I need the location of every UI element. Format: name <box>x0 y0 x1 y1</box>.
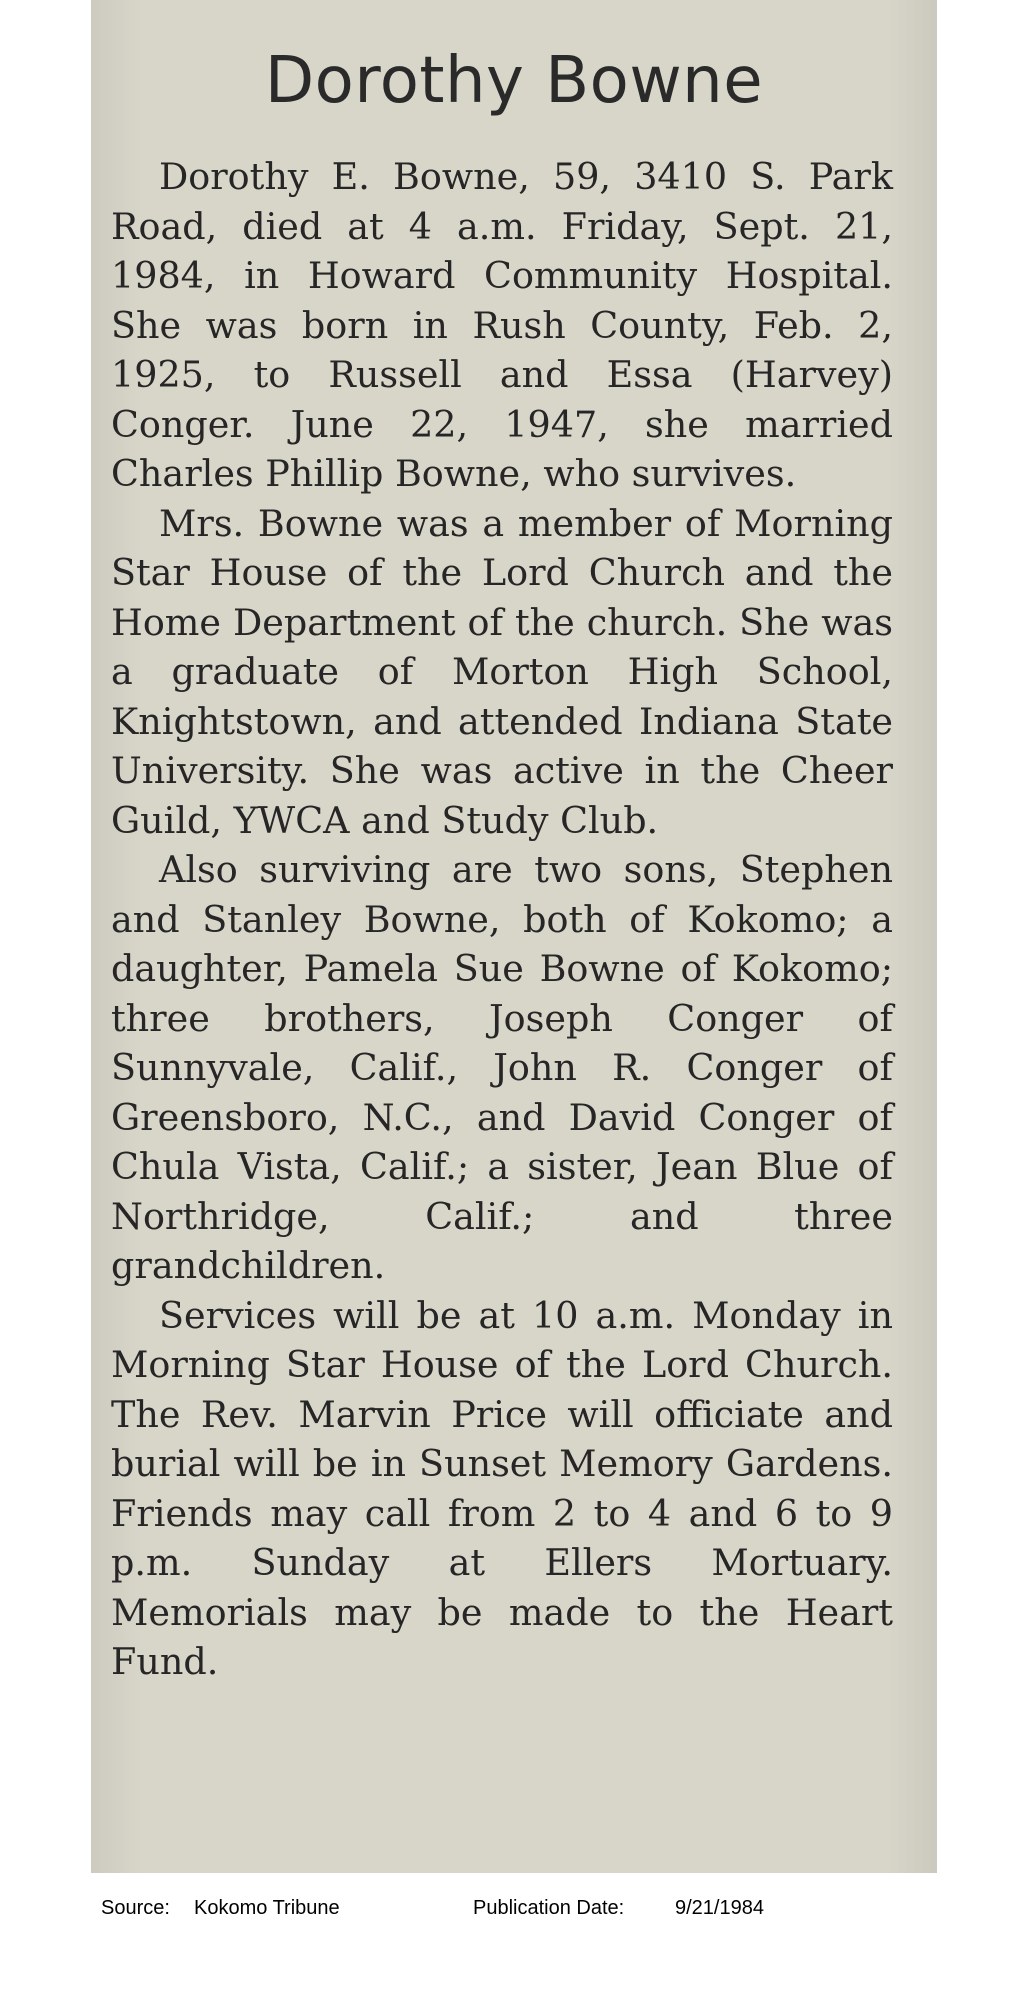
source-label: Source: <box>101 1897 170 1919</box>
obituary-paragraph: Mrs. Bowne was a member of Morning Star House of the Lord Church and the Home Department of the church. She was a graduate of Morton High School, Knightstown, and attended Indiana State University. She was active in the Cheer Guild, YWCA and Study Club. <box>111 501 893 842</box>
obituary-paragraph: Dorothy E. Bowne, 59, 3410 S. Park Road, died at 4 a.m. Friday, Sept. 21, 1984, in Howard Community Hospital. She was born in Rush County, Feb. 2, 1925, to Russell and Essa (Harvey) Conger. June 22, 1947, she married Charles Phillip Bowne, who survives. <box>111 155 893 495</box>
obituary-headline: Dorothy Bowne <box>264 44 764 118</box>
obituary-paragraph: Services will be at 10 a.m. Monday in Morning Star House of the Lord Church. The Rev. Marvin Price will officiate and burial will be in Sunset Memory Gardens. Friends may call from 2 to 4 and 6 to 9 p.m. Sunday at Ellers Mortuary. Memorials may be made to the Heart Fund. <box>111 1293 893 1683</box>
source-footer <box>0 1897 1014 1927</box>
obituary-paragraph: Also surviving are two sons, Stephen and Stanley Bowne, both of Kokomo; a daughter, Pamela Sue Bowne of Kokomo; three brothers, Joseph Conger of Sunnyvale, Calif., John R. Conger of Greensboro, N.C., and David Conger of Chula Vista, Calif.; a sister, Jean Blue of Northridge, Calif.; and three grandchildren. <box>111 848 893 1287</box>
publication-date-value: 9/21/1984 <box>675 1897 764 1919</box>
source-value: Kokomo Tribune <box>194 1897 340 1919</box>
publication-date-label: Publication Date: <box>473 1897 625 1919</box>
newspaper-clipping <box>91 0 937 1873</box>
obituary-body <box>111 152 893 1687</box>
